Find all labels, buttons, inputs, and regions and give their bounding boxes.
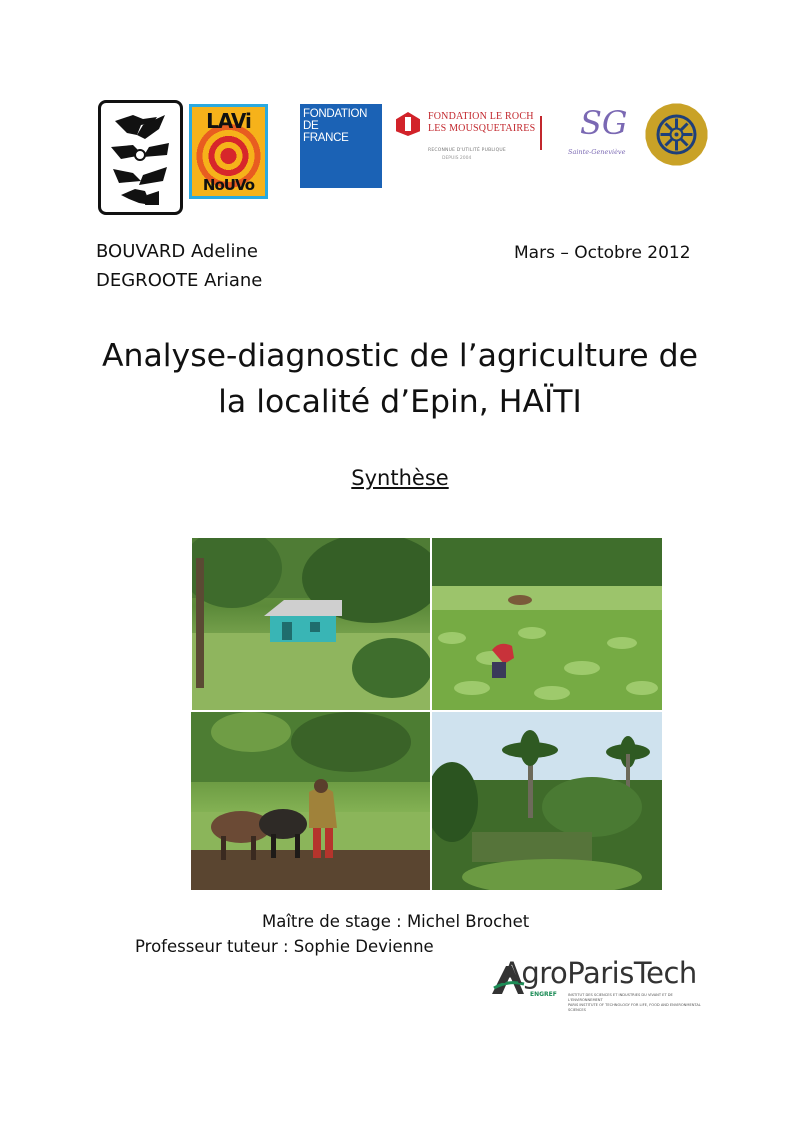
sainte-genevieve-logo — [566, 104, 632, 162]
agroparistech-tagline-1: INSTITUT DES SCIENCES ET INDUSTRIES DU VIVANT ET DE L'ENVIRONNEMENT — [568, 993, 673, 1002]
fdf-line-2: DE — [303, 120, 319, 132]
author-2: DEGROOTE Ariane — [96, 270, 263, 291]
photo-palms-wetland — [432, 712, 662, 890]
lavi-nouvo-logo — [189, 104, 268, 199]
roch-line-2: LES MOUSQUETAIRES — [428, 123, 536, 134]
fondation-le-roch-logo — [394, 108, 544, 168]
agroparistech-tagline-2: PARIS INSTITUTE OF TECHNOLOGY FOR LIFE, FOOD AND ENVIRONMENTAL SCIENCES — [568, 1003, 701, 1012]
agroparistech-logo — [490, 956, 712, 1012]
subtitle: Synthèse — [351, 466, 449, 490]
lavi-top-text: LAVi — [206, 109, 251, 133]
sg-monogram: SG — [580, 104, 628, 142]
roch-small-1: RECONNUE D'UTILITÉ PUBLIQUE — [428, 148, 506, 153]
engref-label: ENGREF — [530, 991, 557, 998]
roch-small-2: DEPUIS 2004 — [442, 156, 472, 161]
photo-house-field — [192, 538, 430, 710]
fdf-line-1: FONDATION — [303, 108, 368, 120]
photo-farmer-crops — [432, 538, 662, 710]
author-1: BOUVARD Adeline — [96, 241, 258, 262]
photo-oxen-plowing — [191, 712, 430, 890]
professeur-tuteur: Professeur tuteur : Sophie Devienne — [135, 937, 434, 956]
roch-emblem-icon — [396, 112, 420, 136]
report-date: Mars – Octobre 2012 — [514, 243, 691, 263]
title-line-1: Analyse-diagnostic de l’agriculture de — [101, 338, 699, 374]
rotary-wheel-icon — [645, 103, 708, 166]
sg-caption: Sainte-Geneviève — [568, 148, 626, 156]
roch-divider — [540, 116, 542, 150]
title-line-2: la localité d’Epin, HAÏTI — [218, 384, 582, 420]
lavi-bottom-text: NoUVo — [202, 176, 255, 194]
agroparistech-wordmark: AgroParisTech — [502, 956, 697, 990]
maitre-de-stage: Maître de stage : Michel Brochet — [262, 912, 530, 931]
roch-line-1: FONDATION LE ROCH — [428, 111, 534, 122]
fondation-de-france-logo — [300, 104, 382, 188]
fdf-line-3: FRANCE — [303, 132, 349, 144]
hands-logo — [98, 100, 183, 215]
agroparistech-tagline — [568, 993, 708, 1013]
page-title — [60, 333, 740, 425]
